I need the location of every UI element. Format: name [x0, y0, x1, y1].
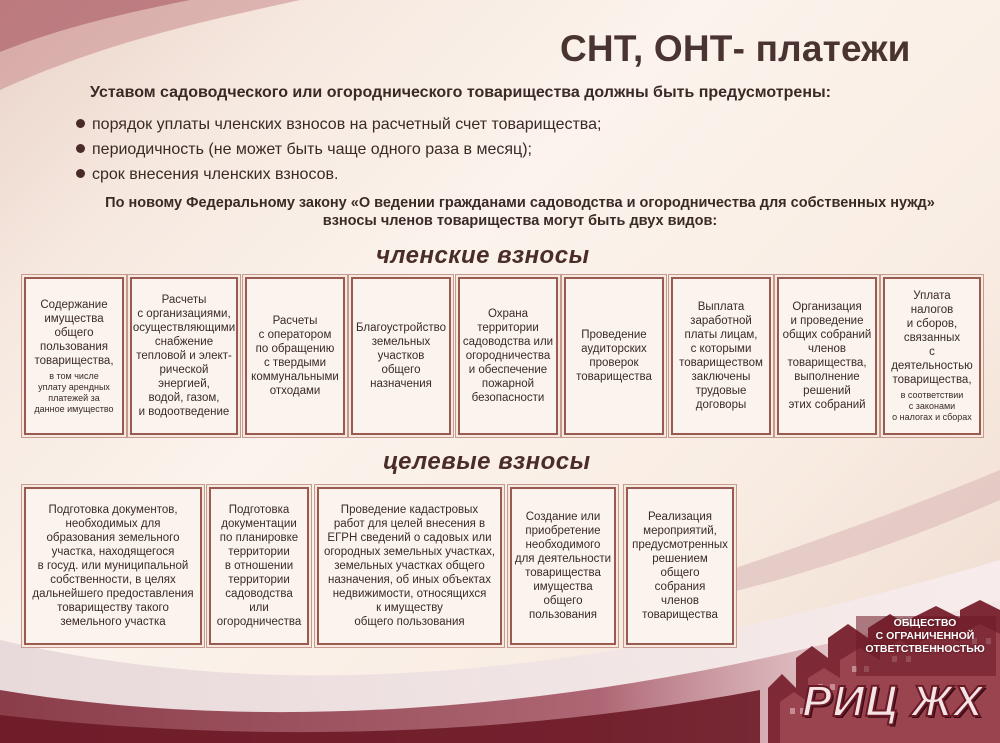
targeted-card: Реализация мероприятий, предусмотренных решением общего собрания членов товарищества: [626, 487, 734, 645]
list-item: порядок уплаты членских взносов на расчетный счет товарищества;: [76, 112, 601, 137]
lead-text: Уставом садоводческого или огороднического товарищества должны быть предусмотрены:: [90, 84, 831, 101]
membership-card: Расчеты с организациями, осуществляющими снабжение тепловой и элект- рической энергией, водой, газом, и водоотведение: [130, 277, 238, 435]
list-item: периодичность (не может быть чаще одного раза в месяц);: [76, 137, 601, 162]
bullet-dot-icon: [76, 119, 85, 128]
membership-card: Проведение аудиторских проверок товарищества: [564, 277, 664, 435]
membership-card: Содержание имущества общего пользования товарищества, в том числе уплату арендных платежей за данное имущество: [24, 277, 124, 435]
membership-card: Выплата заработной платы лицам, с которыми товариществом заключены трудовые договоры: [671, 277, 771, 435]
targeted-card: Проведение кадастровых работ для целей внесения в ЕГРН сведений о садовых или огородных земельных участках, земельных участках общего назначения, об иных объектах недвижимости, относящихся к имуществу общего пользования: [317, 487, 502, 645]
targeted-card: Создание или приобретение необходимого для деятельности товарищества имущества общего пользования: [510, 487, 616, 645]
requirements-list: [76, 112, 601, 187]
membership-card: Расчеты с оператором по обращению с твердыми коммунальными отходами: [245, 277, 345, 435]
membership-card: Организация и проведение общих собраний членов товарищества, выполнение решений этих собраний: [777, 277, 877, 435]
law-text: По новому Федеральному закону «О ведении гражданами садоводства и огородничества для собственных нужд» взносы членов товарищества могут быть двух видов:: [105, 195, 935, 229]
logo-org-type: ОБЩЕСТВО С ОГРАНИЧЕННОЙ ОТВЕТСТВЕННОСТЬЮ: [865, 617, 985, 655]
bullet-dot-icon: [76, 169, 85, 178]
membership-card: Охрана территории садоводства или огородничества и обеспечение пожарной безопасности: [458, 277, 558, 435]
membership-card: Благоустройство земельных участков общего назначения: [351, 277, 451, 435]
membership-card: Уплата налогов и сборов, связанных с деятельностью товарищества, в соответствии с законами о налогах и сборах: [883, 277, 981, 435]
page-title: СНТ, ОНТ- платежи: [560, 28, 911, 69]
bullet-dot-icon: [76, 144, 85, 153]
logo-name: РИЦ ЖХ: [802, 677, 984, 726]
targeted-card: Подготовка документов, необходимых для образования земельного участка, находящегося в госуд. или муниципальной собственности, в целях дальнейшего предоставления товариществу такого земельного участка: [24, 487, 202, 645]
membership-heading: членские взносы: [376, 242, 590, 269]
targeted-card: Подготовка документации по планировке территории в отношении территории садоводства или огородничества: [209, 487, 309, 645]
list-item: срок внесения членских взносов.: [76, 162, 601, 187]
targeted-heading: целевые взносы: [383, 448, 591, 475]
